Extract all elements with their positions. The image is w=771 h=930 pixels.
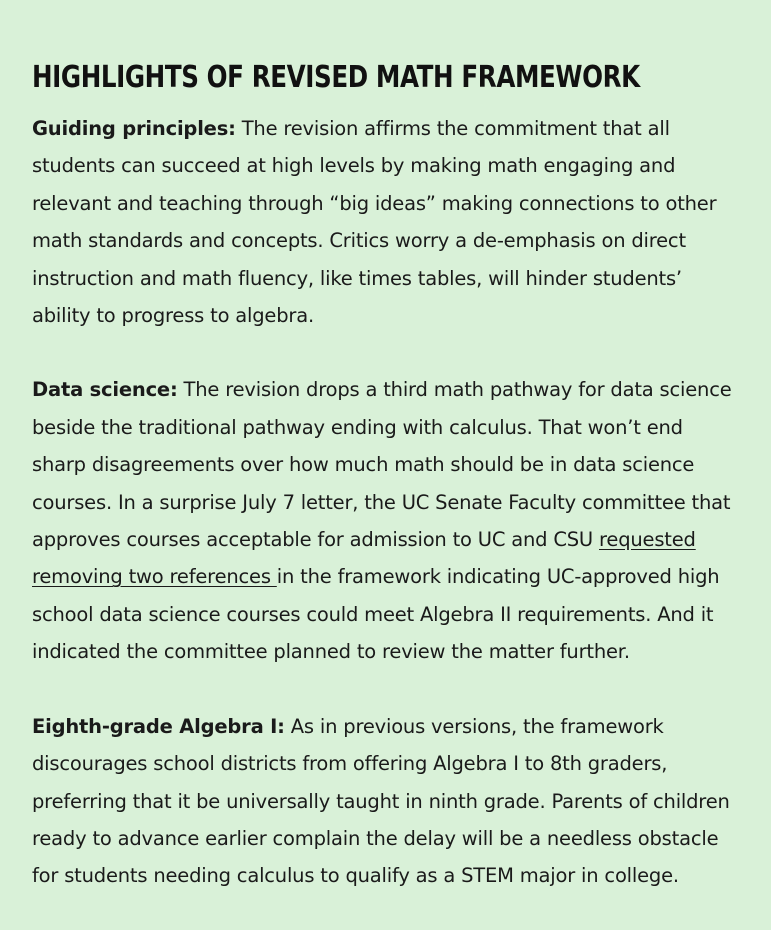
page-title: HIGHLIGHTS OF REVISED MATH FRAMEWORK <box>32 60 640 95</box>
data-science-heading: Data science: <box>32 378 178 402</box>
eighth-grade-algebra-heading: Eighth-grade Algebra I: <box>32 714 285 738</box>
eighth-grade-algebra-paragraph <box>32 708 739 895</box>
data-science-text-before-link: The revision drops a third math pathway for data science beside the traditional pathway ending with calculus. That won’t end sharp disagreements over how much math should be in data science courses. In a surprise July 7 letter, the UC Senate Faculty committee that approves courses acceptable for admission to UC and CSU <box>32 378 732 552</box>
data-science-text-after-link: in the framework indicating UC-approved high school data science courses could meet Algebra II requirements. And it indicated the committee planned to review the matter further. <box>32 565 720 664</box>
guiding-principles-heading: Guiding principles: <box>32 117 236 140</box>
guiding-principles-text: The revision affirms the commitment that all students can succeed at high levels by making math engaging and relevant and teaching through “big ideas” making connections to other math standards and concepts. Critics worry a de-emphasis on direct instruction and math fluency, like times tables, will hinder students’ ability to progress to algebra. <box>32 117 717 328</box>
data-science-paragraph <box>32 371 739 670</box>
eighth-grade-algebra-text: As in previous versions, the framework discourages school districts from offering Algebra I to 8th graders, preferring that it be universally taught in ninth grade. Parents of children ready to advance earlier complain the delay will be a needless obstacle for students needing calculus to qualify as a STEM major in college. <box>32 714 730 888</box>
requested-removing-references-link[interactable]: requested removing two references <box>32 528 696 589</box>
guiding-principles-paragraph <box>32 110 739 334</box>
